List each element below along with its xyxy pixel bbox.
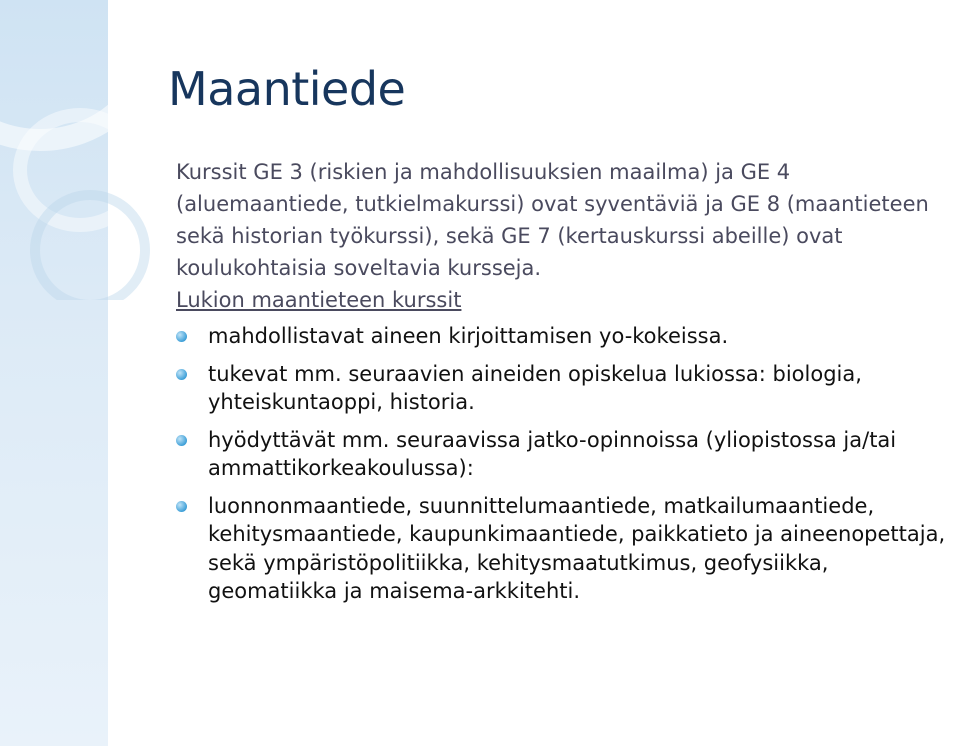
bullet-icon — [176, 435, 187, 446]
intro-paragraph: Kurssit GE 3 (riskien ja mahdollisuuksien maailma) ja GE 4 (aluemaantiede, tutkielmakurssi) ovat syventäviä ja GE 8 (maantieteen sekä historian työkurssi), sekä GE 7 (kertauskurssi abeille) ovat koulukohtaisia soveltavia kursseja. — [176, 160, 929, 280]
bullet-icon — [176, 331, 187, 342]
list-item: tukevat mm. seuraavien aineiden opiskelua lukiossa: biologia, yhteiskuntaoppi, historia. — [176, 360, 956, 417]
decorative-rings — [0, 0, 200, 300]
subheading: Lukion maantieteen kurssit — [176, 288, 462, 312]
bullet-icon — [176, 501, 187, 512]
bullet-list — [176, 322, 956, 606]
slide-title: Maantiede — [168, 62, 406, 116]
list-item: luonnonmaantiede, suunnittelumaantiede, matkailumaantiede, kehitysmaantiede, kaupunkimaantiede, paikkatieto ja aineenopettaja, sekä ympäristöpolitiikka, kehitysmaatutkimus, geofysiikka, geomatiikka ja maisema-arkkitehti. — [176, 492, 956, 606]
bullet-icon — [176, 369, 187, 380]
slide-body — [176, 156, 956, 615]
list-item: mahdollistavat aineen kirjoittamisen yo-kokeissa. — [176, 322, 956, 351]
list-item: hyödyttävät mm. seuraavissa jatko-opinnoissa (yliopistossa ja/tai ammattikorkeakoulussa): — [176, 426, 956, 483]
